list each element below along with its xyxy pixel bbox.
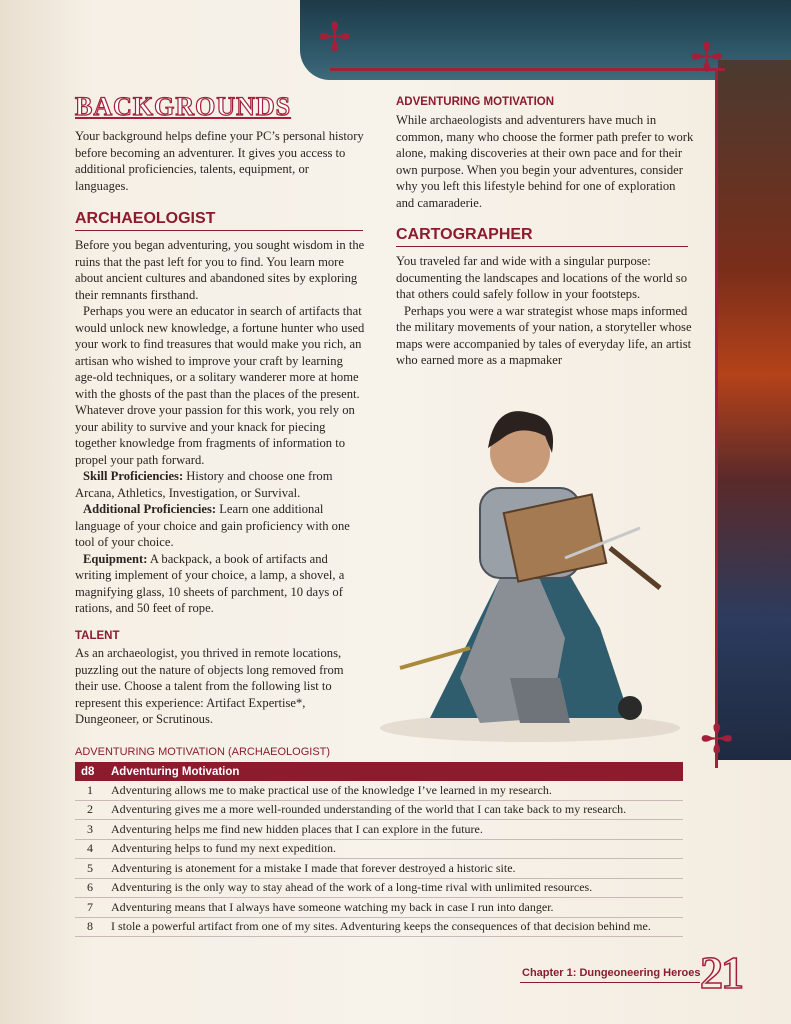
talent-body: As an archaeologist, you thrived in remote locations, puzzling out the nature of objects long removed from their use. Choose a talent from the following list to represent this experience: Artifact Expertise*, Dungeoneer, or Scrutinous. — [75, 646, 344, 726]
table-header-text: Adventuring Motivation — [105, 762, 683, 781]
footer-rule — [520, 982, 700, 983]
table-title: ADVENTURING MOTIVATION (ARCHAEOLOGIST) — [75, 746, 331, 758]
archaeologist-body: Before you began adventuring, you sought wisdom in the ruins that the past left for you to find. You learn more about ancient cultures and abandoned sites by exploring their remnants firsthand. Perhaps you were an educator in search of artifacts that would unlock new knowledge, a fortune hunter who used your work to find treasures that would make you rich, an artisan who wished to improve your craft by learning age-old techniques, or a solitary wanderer more at home with the ghosts of the past than the places of the present. Whatever drove your passion for this work, you rely on your ability to survive and your knack for piecing together knowledge from fragments of information to propel your path forward. Skill Proficiencies: History and choose one from Arcana, Athletics, Investigation, or Survival. Additional Proficiencies: Learn one additional language of your choice and gain proficiency with one tool of your choice. Equipment: A backpack, a book of artifacts and writing implement of your choice, a lamp, a shovel, a magnifying glass, 10 sheets of parchment, 10 days of rations, and 50 feet of rope. — [75, 238, 365, 615]
motivation-heading: ADVENTURING MOTIVATION — [396, 96, 555, 108]
page-title: BACKGROUNDS — [75, 92, 292, 121]
talent-heading: TALENT — [75, 630, 120, 642]
table-row: 6 Adventuring is the only way to stay ahead of the work of a long-time rival with unlimited resources. — [75, 878, 683, 898]
table-row: 4 Adventuring helps to fund my next expedition. — [75, 839, 683, 859]
table-row: 5 Adventuring is atonement for a mistake I made that forever destroyed a historic site. — [75, 859, 683, 879]
side-artwork — [718, 60, 791, 760]
table-header-die: d8 — [75, 762, 105, 781]
chapter-footer: Chapter 1: Dungeoneering Heroes — [522, 967, 701, 979]
frame-border-top — [330, 68, 725, 71]
frame-ornament-icon: ✢ — [690, 35, 724, 80]
table-row: 7 Adventuring means that I always have someone watching my back in case I run into danger. — [75, 898, 683, 918]
table-row: 8 I stole a powerful artifact from one of my sites. Adventuring keeps the consequences of that decision behind me. — [75, 917, 683, 937]
frame-ornament-icon: ✢ — [700, 717, 734, 762]
page-number: 21 — [700, 947, 742, 998]
motivation-table — [75, 762, 683, 937]
table-row: 1 Adventuring allows me to make practical use of the knowledge I’ve learned in my research. — [75, 781, 683, 800]
archaeologist-heading: ARCHAEOLOGIST — [75, 210, 363, 231]
frame-ornament-icon: ✢ — [318, 15, 352, 60]
cartographer-body: You traveled far and wide with a singular purpose: documenting the landscapes and locations of the world so that others could safely follow in your footsteps. Perhaps you were a war strategist whose maps informed the military movements of your nation, a storyteller whose maps were accompanied by tales of everyday life, an artist who earned more as a mapmaker — [396, 254, 692, 367]
cartographer-heading: CARTOGRAPHER — [396, 226, 688, 247]
armored-cartographer-illustration — [360, 378, 700, 748]
frame-border-right — [715, 68, 718, 768]
table-row: 2 Adventuring gives me a more well-rounded understanding of the world that I can take back to my research. — [75, 800, 683, 820]
intro-text: Your background helps define your PC’s personal history before becoming an adventurer. It gives you access to additional proficiencies, talents, equipment, or languages. — [75, 129, 364, 193]
motivation-body: While archaeologists and adventurers have much in common, many who choose the former path prefer to work alone, making discoveries at their own pace and for their own purpose. When you begin your adventures, consider why you left this lifestyle behind for one of exploration and camaraderie. — [396, 113, 694, 210]
table-row: 3 Adventuring helps me find new hidden places that I can explore in the future. — [75, 820, 683, 840]
